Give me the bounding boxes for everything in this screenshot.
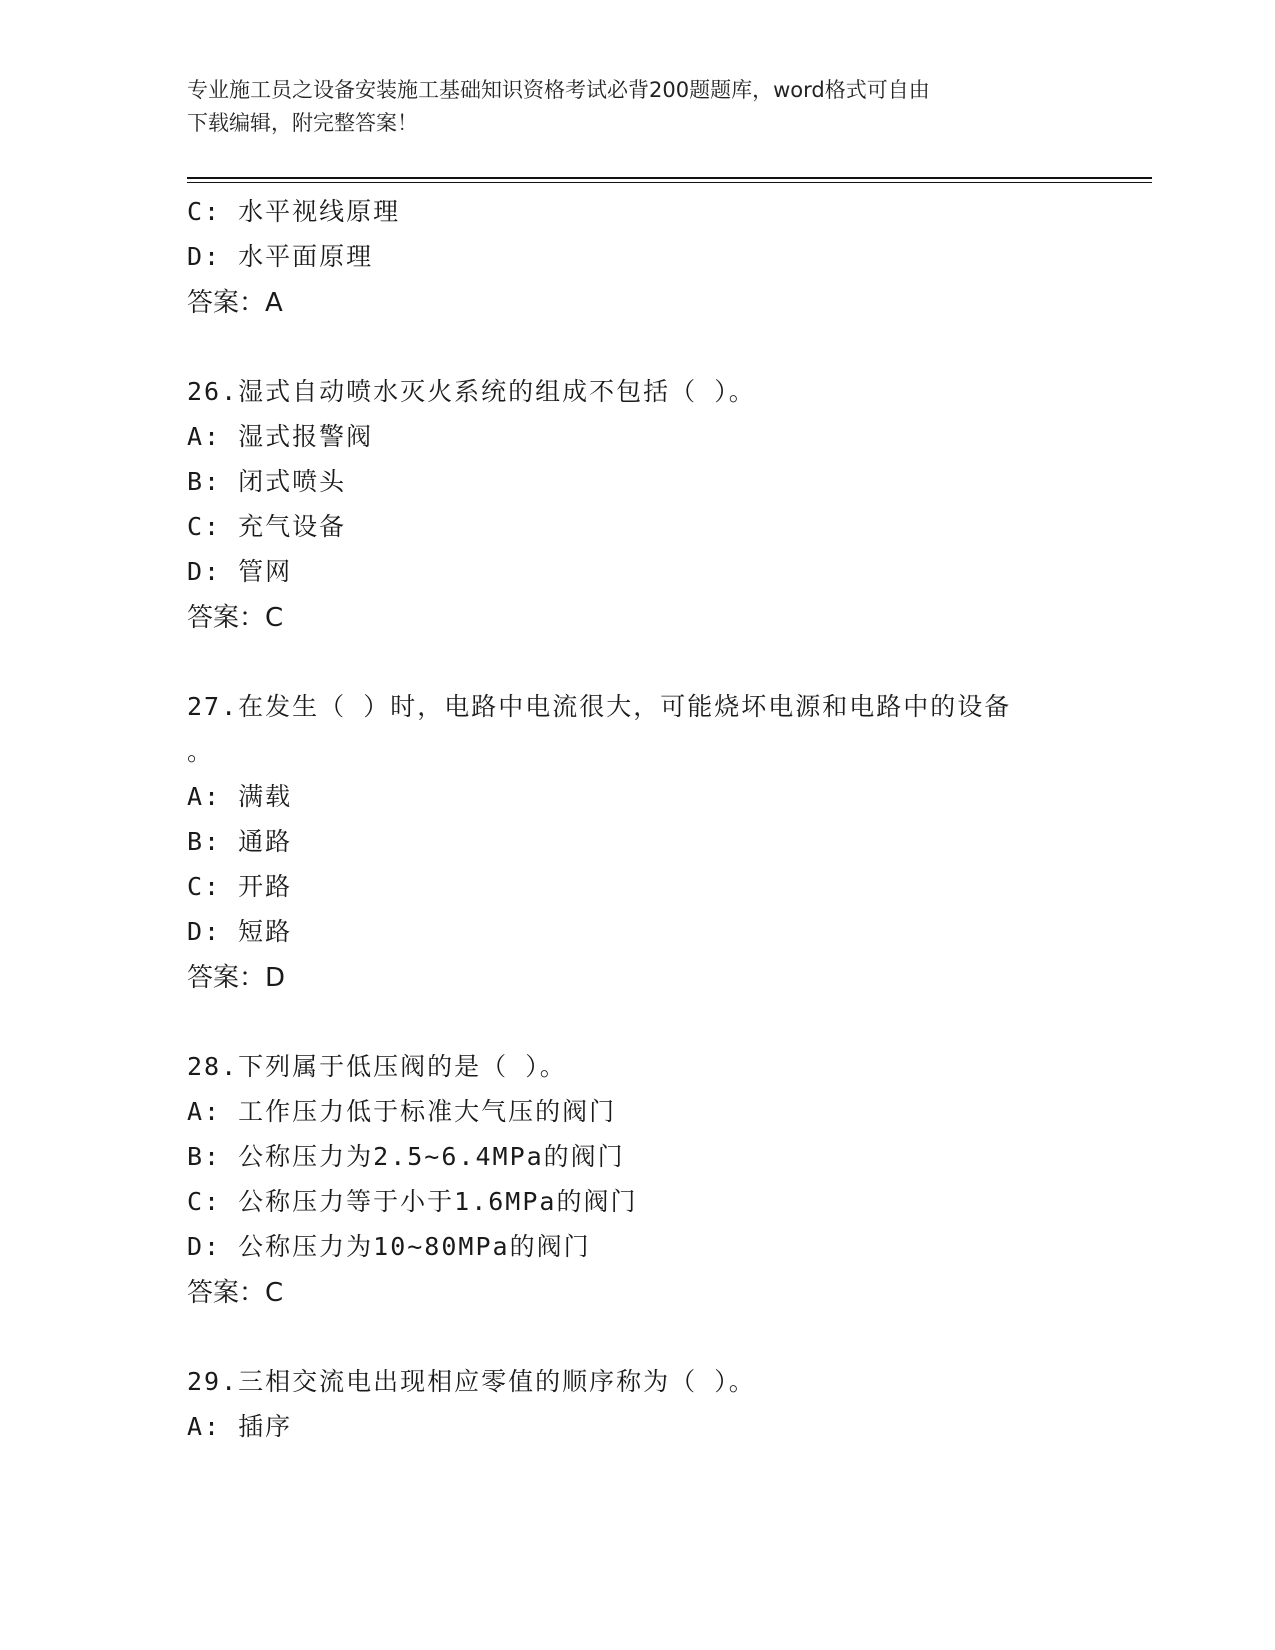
q27-stem-line-2: 。 [187,737,215,766]
q28-option-b: B: 公称压力为2.5~6.4MPa的阀门 [187,1142,625,1171]
q29-stem: 29.三相交流电出现相应零值的顺序称为（ ）。 [187,1367,756,1396]
q28-option-a: A: 工作压力低于标准大气压的阀门 [187,1097,617,1126]
q28-option-c: C: 公称压力等于小于1.6MPa的阀门 [187,1187,638,1216]
q27-answer: 答案：D [187,963,286,993]
q26-stem: 26.湿式自动喷水灭火系统的组成不包括（ ）。 [187,377,756,406]
header-divider-thick [187,177,1152,179]
q28-answer: 答案：C [187,1278,284,1308]
q26-option-d: D: 管网 [187,557,293,586]
q26-option-a: A: 湿式报警阀 [187,422,374,451]
q27-option-c: C: 开路 [187,872,293,901]
header-title-line-1: 专业施工员之设备安装施工基础知识资格考试必背200题题库，word格式可自由 [187,78,930,102]
q26-option-c: C: 充气设备 [187,512,347,541]
q27-option-d: D: 短路 [187,917,293,946]
q25-answer: 答案：A [187,288,283,318]
header-divider-thin [187,182,1152,183]
q25-option-d: D: 水平面原理 [187,242,374,271]
q28-stem: 28.下列属于低压阀的是（ ）。 [187,1052,567,1081]
q26-option-b: B: 闭式喷头 [187,467,347,496]
q27-option-b: B: 通路 [187,827,293,856]
q26-answer: 答案：C [187,603,284,633]
document-header [187,74,1087,140]
q28-option-d: D: 公称压力为10~80MPa的阀门 [187,1232,591,1261]
q25-option-c: C: 水平视线原理 [187,197,401,226]
header-title-line-2: 下载编辑，附完整答案！ [187,111,418,135]
q27-stem-line-1: 27.在发生（ ）时，电路中电流很大，可能烧坏电源和电路中的设备 [187,692,1012,721]
q29-option-a: A: 插序 [187,1412,293,1441]
q27-option-a: A: 满载 [187,782,293,811]
